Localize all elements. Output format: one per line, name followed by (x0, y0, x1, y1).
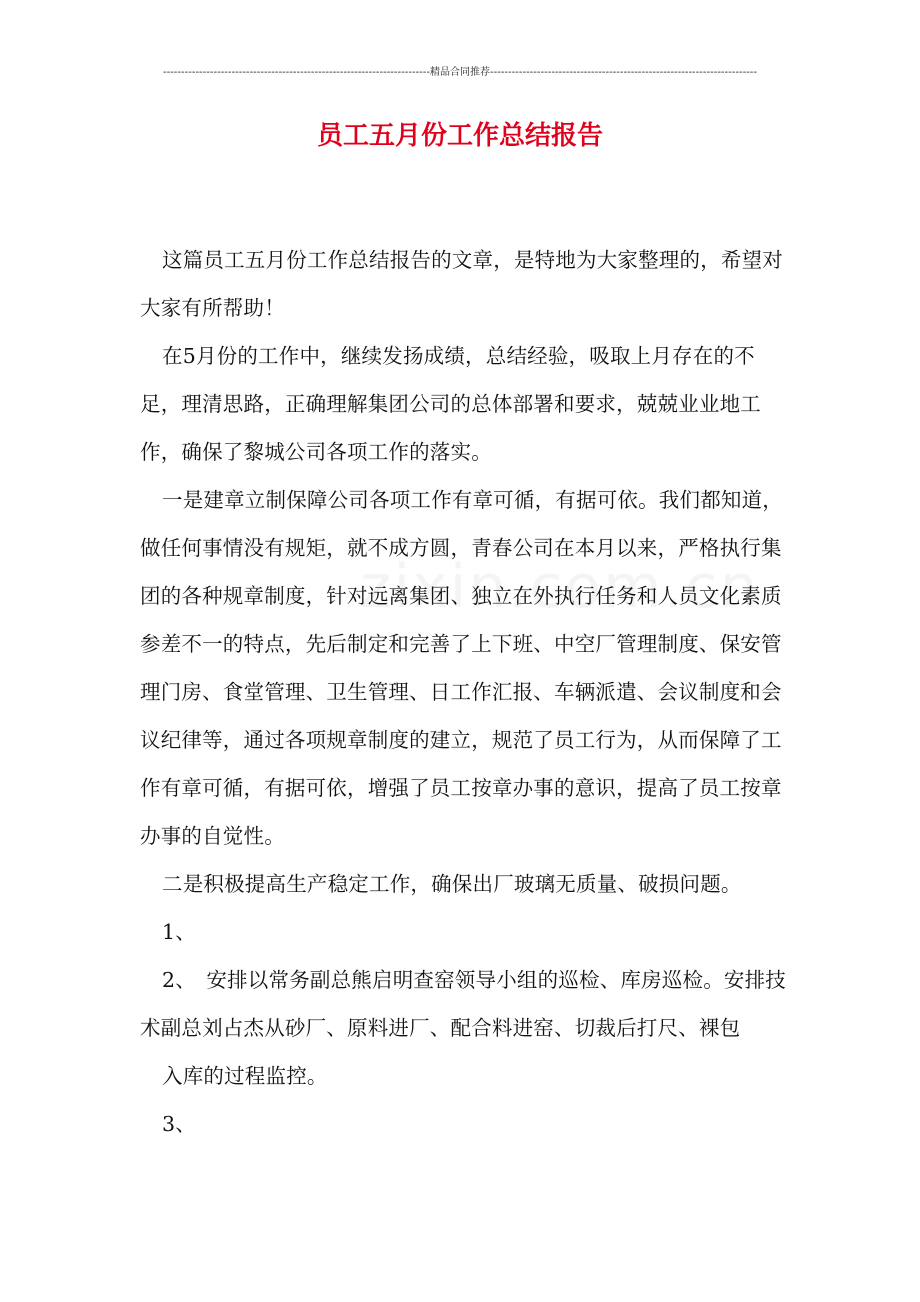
paragraph-production: 二是积极提高生产稳定工作，确保出厂玻璃无质量、破损问题。 (162, 872, 742, 896)
list-item-2: 2、 安排以常务副总熊启明查窑领导小组的巡检、库房巡检。安排技术副总刘占杰从砂厂、原料进厂、配合料进窑、切裁后打尺、裸包 (140, 968, 786, 1040)
paragraph-summary: 在5月份的工作中，继续发扬成绩，总结经验，吸取上月存在的不足，理清思路，正确理解集团公司的总体部署和要求，兢兢业业地工作，确保了黎城公司各项工作的落实。 (140, 344, 761, 464)
document-body (140, 236, 792, 1148)
list-item-2-continued: 入库的过程监控。 (162, 1064, 328, 1088)
document-title: 员工五月份工作总结报告 (316, 121, 603, 151)
paragraph-rules: 一是建章立制保障公司各项工作有章可循，有据可依。我们都知道，做任何事情没有规矩，就不成方圆，青春公司在本月以来，严格执行集团的各种规章制度，针对远离集团、独立在外执行任务和人员文化素质参差不一的特点，先后制定和完善了上下班、中空厂管理制度、保安管理门房、食堂管理、卫生管理、日工作汇报、车辆派遣、会议制度和会议纪律等，通过各项规章制度的建立，规范了员工行为，从而保障了工作有章可循，有据可依，增强了员工按章办事的意识，提高了员工按章办事的自觉性。 (140, 488, 783, 848)
paragraph-intro: 这篇员工五月份工作总结报告的文章，是特地为大家整理的，希望对大家有所帮助！ (140, 248, 783, 320)
list-item-1: 1、 (162, 920, 196, 944)
list-item-3: 3、 (162, 1112, 196, 1136)
header-recommendation-line: --------------------------------------------------------------------------精品合同推荐-------------------------------------------------------------------------- (162, 67, 758, 78)
